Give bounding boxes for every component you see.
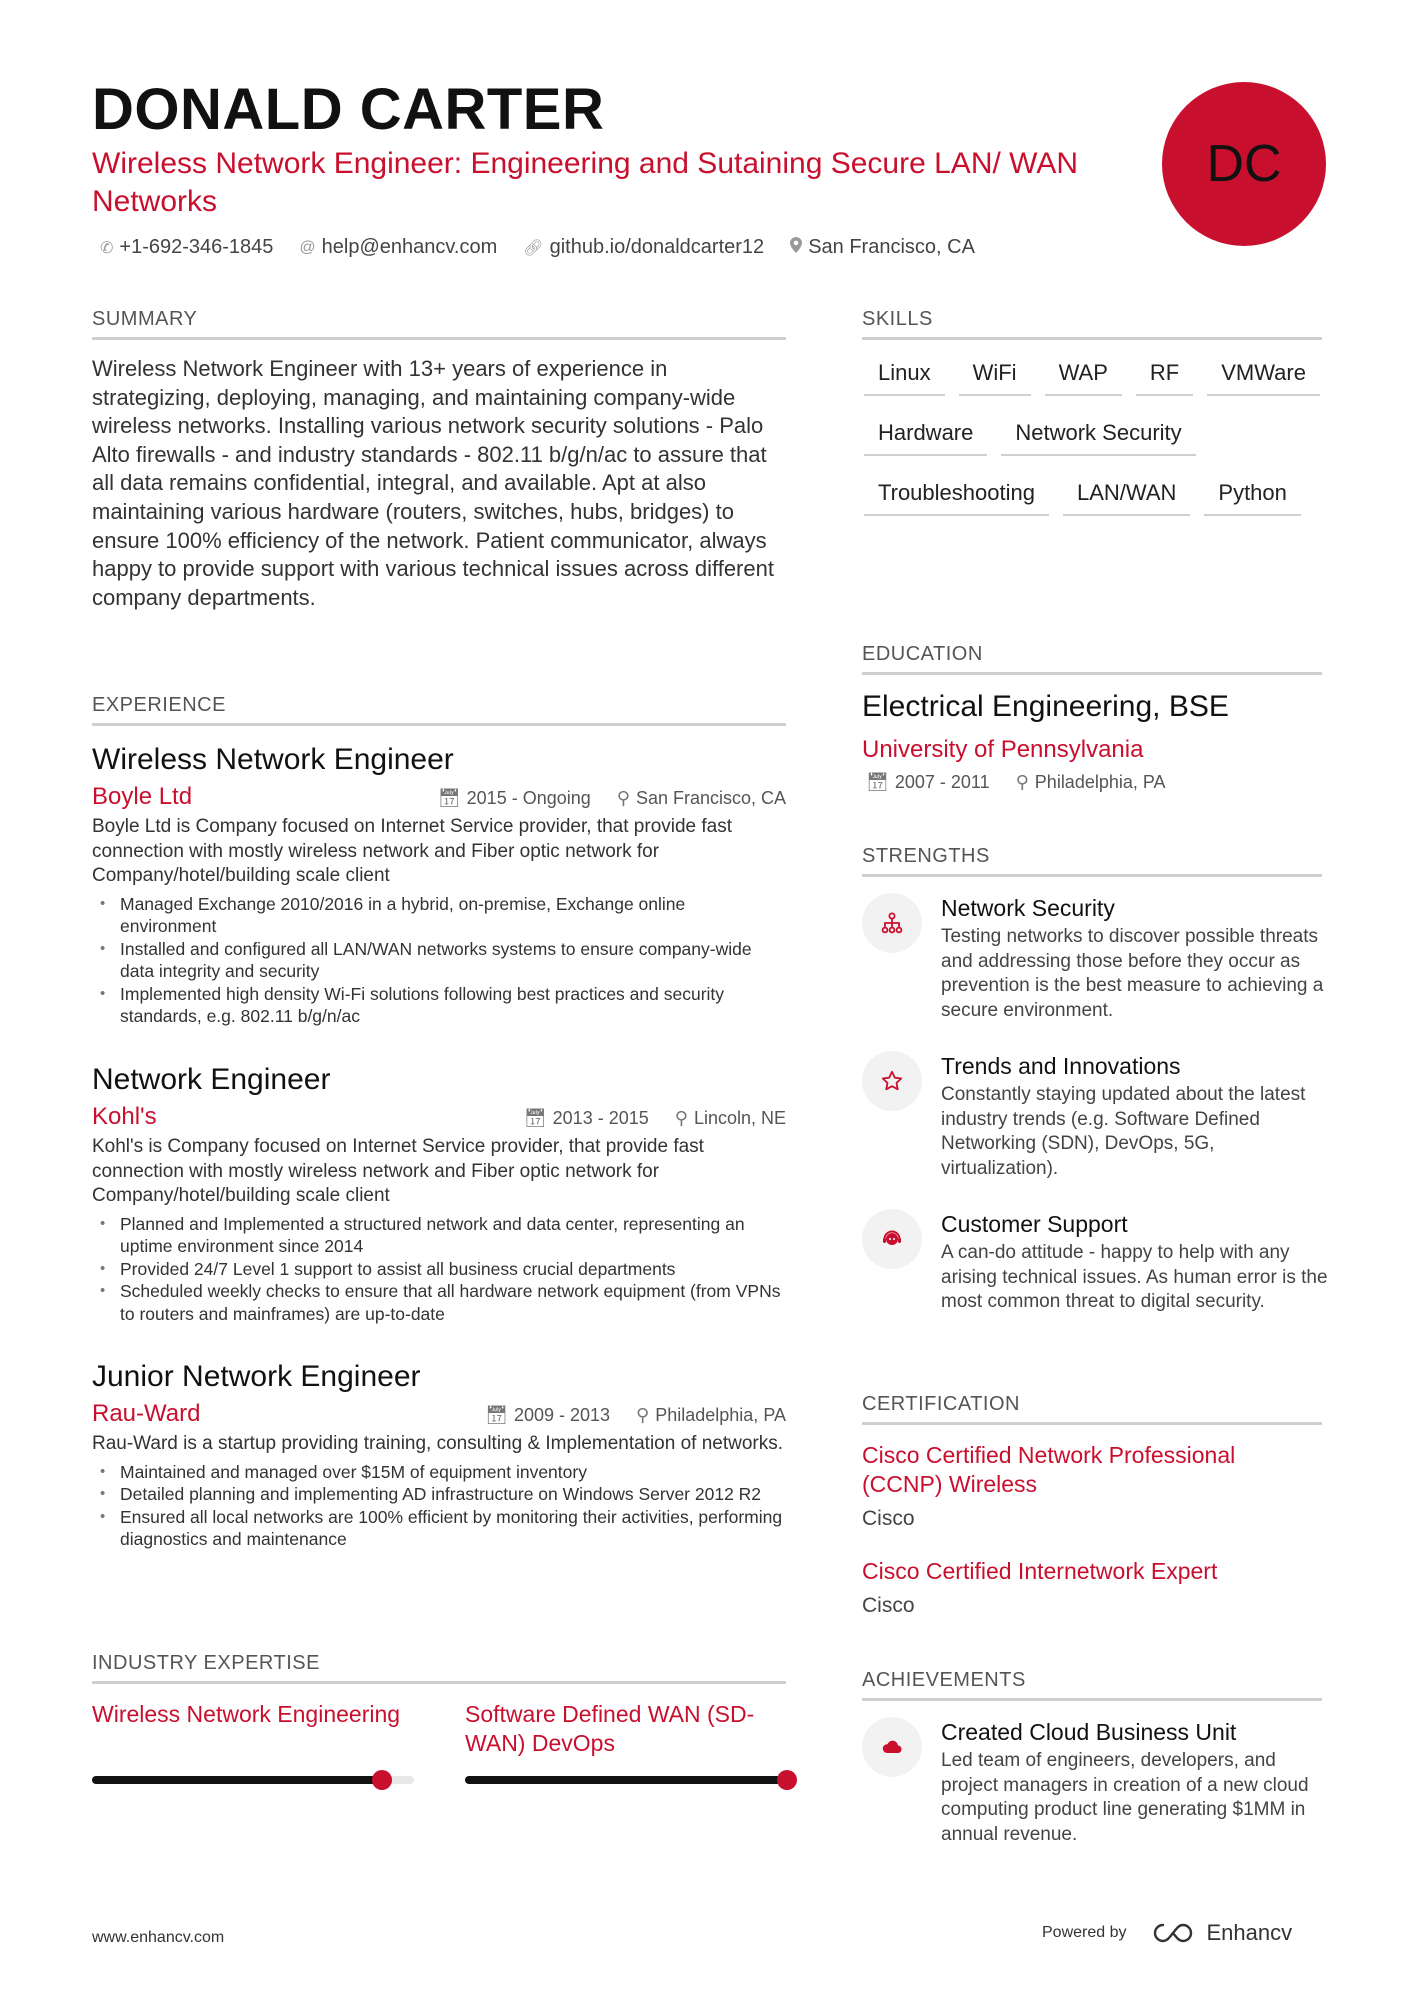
contact-bar xyxy=(100,236,975,259)
candidate-name: DONALD CARTER xyxy=(92,77,605,142)
strength-title: Trends and Innovations xyxy=(941,1053,1181,1079)
expertise-level-knob xyxy=(777,1770,797,1790)
education-location: ⚲ Philadelphia, PA xyxy=(1015,772,1166,792)
job-description: Kohl's is Company focused on Internet Service provider, that provide fast connection with mostly wireless network and Fiber optic network for Company/hotel/building scale client xyxy=(92,1136,704,1206)
summary-text: Wireless Network Engineer with 13+ years of experience in strategizing, deploying, managing, and maintaining company-wide wireless networks. Installing various network security solutions - Palo Alto firewalls - and industry standards - 802.11 b/g/n/ac to assure that all data remains confidential, integral, and available. Apt at also maintaining various hardware (routers, switches, hubs, bridges) to ensure 100% efficiency of the network. Patient communicator, always happy to provide support with various technical issues across different company departments. xyxy=(92,356,774,610)
contact-location xyxy=(790,236,975,259)
job-bullet: • Planned and Implemented a structured network and data center, representing an uptime environment since 2014 xyxy=(92,1213,786,1258)
experience-heading: EXPERIENCE xyxy=(92,694,786,726)
job-dates: 📅︎ 2009 - 2013 xyxy=(485,1405,611,1425)
achievement-title: Created Cloud Business Unit xyxy=(941,1719,1237,1745)
footer-brand xyxy=(1042,1920,1292,1946)
location-pin-icon: ⚲ xyxy=(674,1108,688,1128)
education-school: University of Pennsylvania xyxy=(862,736,1144,763)
job-dates: 📅︎ 2015 - Ongoing xyxy=(437,788,591,808)
calendar-icon: 📅︎ xyxy=(523,1108,547,1128)
strength-title: Customer Support xyxy=(941,1211,1128,1237)
job-bullet: • Managed Exchange 2010/2016 in a hybrid, on-premise, Exchange online environment xyxy=(92,893,786,938)
location-text: San Francisco, CA xyxy=(808,236,975,258)
summary-heading: SUMMARY xyxy=(92,308,786,340)
job-bullets xyxy=(92,893,786,1029)
skills-list xyxy=(864,356,1324,516)
expertise-level-bar xyxy=(465,1776,787,1784)
expertise-level-fill xyxy=(465,1776,787,1784)
job-bullet: • Implemented high density Wi-Fi solutions following best practices and security standards, e.g. 802.11 b/g/n/ac xyxy=(92,983,786,1028)
skill-tag: RF xyxy=(1136,356,1193,396)
achievement-description: Led team of engineers, developers, and project managers in creation of a new cloud computing product line generating $1MM in annual revenue. xyxy=(941,1750,1309,1845)
education-meta xyxy=(866,772,1166,793)
job-title: Network Engineer xyxy=(92,1063,331,1096)
candidate-title: Wireless Network Engineer: Engineering and Sutaining Secure LAN/ WAN Networks xyxy=(92,147,1079,218)
strength-description: A can-do attitude - happy to help with any arising technical issues. As human error is the most common threat to digital security. xyxy=(941,1242,1328,1312)
skill-tag: WiFi xyxy=(959,356,1031,396)
avatar xyxy=(1162,82,1326,246)
experience-entry xyxy=(92,1358,786,1551)
strengths-heading: STRENGTHS xyxy=(862,845,1322,877)
expertise-level-bar xyxy=(92,1776,414,1784)
expertise-item xyxy=(465,1700,795,1758)
avatar-initials: DC xyxy=(1206,135,1282,193)
industry-expertise-heading: INDUSTRY EXPERTISE xyxy=(92,1652,786,1684)
skill-tag: Network Security xyxy=(1001,416,1195,456)
job-location: ⚲ Lincoln, NE xyxy=(674,1108,786,1128)
experience-entry xyxy=(92,1061,786,1325)
enhancv-logo[interactable] xyxy=(1151,1920,1293,1946)
education-dates: 📅︎ 2007 - 2011 xyxy=(866,772,990,792)
calendar-icon: 📅︎ xyxy=(485,1405,508,1425)
certification-issuer: Cisco xyxy=(862,1507,915,1530)
website-text: github.io/donaldcarter12 xyxy=(549,236,765,258)
job-bullet: • Maintained and managed over $15M of equipment inventory xyxy=(92,1461,786,1484)
skill-tag: LAN/WAN xyxy=(1063,476,1190,516)
company-name: Rau-Ward xyxy=(92,1400,201,1427)
job-dates: 📅︎ 2013 - 2015 xyxy=(523,1108,649,1128)
skill-tag: Troubleshooting xyxy=(864,476,1049,516)
expertise-level-knob xyxy=(372,1770,392,1790)
phone-icon: ✆ xyxy=(100,239,114,257)
star-icon xyxy=(862,1051,922,1111)
powered-by-label: Powered by xyxy=(1042,1924,1127,1941)
expertise-label: Wireless Network Engineering xyxy=(92,1701,401,1727)
certification-issuer: Cisco xyxy=(862,1594,915,1617)
company-name: Kohl's xyxy=(92,1103,157,1130)
link-icon: 🔗︎ xyxy=(523,239,544,257)
certification-name: Cisco Certified Network Professional (CCNP) Wireless xyxy=(862,1442,1236,1497)
certification-item xyxy=(862,1557,1302,1618)
job-title: Wireless Network Engineer xyxy=(92,743,454,776)
job-title: Junior Network Engineer xyxy=(92,1360,421,1393)
company-name: Boyle Ltd xyxy=(92,783,193,810)
strength-description: Constantly staying updated about the latest industry trends (e.g. Software Defined Networking (SDN), DevOps, 5G, virtualization). xyxy=(941,1084,1306,1179)
skill-tag: Hardware xyxy=(864,416,987,456)
job-bullet: • Ensured all local networks are 100% efficient by monitoring their activities, performing diagnostics and maintenance xyxy=(92,1506,786,1551)
network-icon xyxy=(862,893,922,953)
strength-title: Network Security xyxy=(941,895,1115,921)
achievements-heading: ACHIEVEMENTS xyxy=(862,1669,1322,1701)
certification-heading: CERTIFICATION xyxy=(862,1393,1322,1425)
location-pin-icon: ⚲ xyxy=(636,1405,650,1425)
phone-text: +1-692-346-1845 xyxy=(119,236,274,258)
calendar-icon: 📅︎ xyxy=(437,788,461,808)
job-description: Boyle Ltd is Company focused on Internet Service provider, that provide fast connection with mostly wireless network and Fiber optic network for Company/hotel/building scale client xyxy=(92,816,733,886)
education-heading: EDUCATION xyxy=(862,643,1322,675)
certification-name: Cisco Certified Internetwork Expert xyxy=(862,1558,1218,1584)
job-bullets xyxy=(92,1213,786,1326)
cloud-icon xyxy=(862,1717,922,1777)
skill-tag: VMWare xyxy=(1207,356,1320,396)
enhancv-logo-icon xyxy=(1151,1922,1197,1944)
support-agent-icon xyxy=(862,1209,922,1269)
strength-description: Testing networks to discover possible threats and addressing those before they occur as prevention is the best measure to achieving a secure environment. xyxy=(941,926,1324,1021)
calendar-icon: 📅︎ xyxy=(866,772,889,792)
expertise-item xyxy=(92,1700,422,1729)
job-bullet: • Detailed planning and implementing AD infrastructure on Windows Server 2012 R2 xyxy=(92,1483,786,1506)
location-pin-icon: ⚲ xyxy=(1015,772,1029,792)
expertise-label: Software Defined WAN (SD-WAN) DevOps xyxy=(465,1701,755,1756)
experience-entry xyxy=(92,741,786,1028)
job-bullets xyxy=(92,1461,786,1551)
expertise-level-fill xyxy=(92,1776,382,1784)
job-bullet: • Scheduled weekly checks to ensure that all hardware network equipment (from VPNs to routers and mainframes) are up-to-date xyxy=(92,1280,786,1325)
education-degree: Electrical Engineering, BSE xyxy=(862,690,1229,723)
job-bullet: • Installed and configured all LAN/WAN networks systems to ensure company-wide data integrity and security xyxy=(92,938,786,983)
footer-website[interactable]: www.enhancv.com xyxy=(92,1929,225,1946)
job-bullet: • Provided 24/7 Level 1 support to assist all business crucial departments xyxy=(92,1258,786,1281)
skill-tag: Linux xyxy=(864,356,945,396)
certification-item xyxy=(862,1441,1302,1531)
skills-heading: SKILLS xyxy=(862,308,1322,340)
skill-tag: WAP xyxy=(1045,356,1122,396)
contact-email[interactable] xyxy=(299,236,497,259)
skill-tag: Python xyxy=(1204,476,1301,516)
location-pin-icon xyxy=(790,237,802,258)
contact-phone[interactable] xyxy=(100,236,273,259)
email-text: help@enhancv.com xyxy=(321,236,498,258)
location-pin-icon: ⚲ xyxy=(616,788,630,808)
job-location: ⚲ Philadelphia, PA xyxy=(636,1405,786,1425)
brand-name: Enhancv xyxy=(1206,1920,1293,1945)
at-icon: @ xyxy=(299,238,316,256)
contact-website[interactable] xyxy=(523,236,764,259)
job-location: ⚲ San Francisco, CA xyxy=(616,788,786,808)
job-description: Rau-Ward is a startup providing training, consulting & Implementation of networks. xyxy=(92,1433,784,1454)
